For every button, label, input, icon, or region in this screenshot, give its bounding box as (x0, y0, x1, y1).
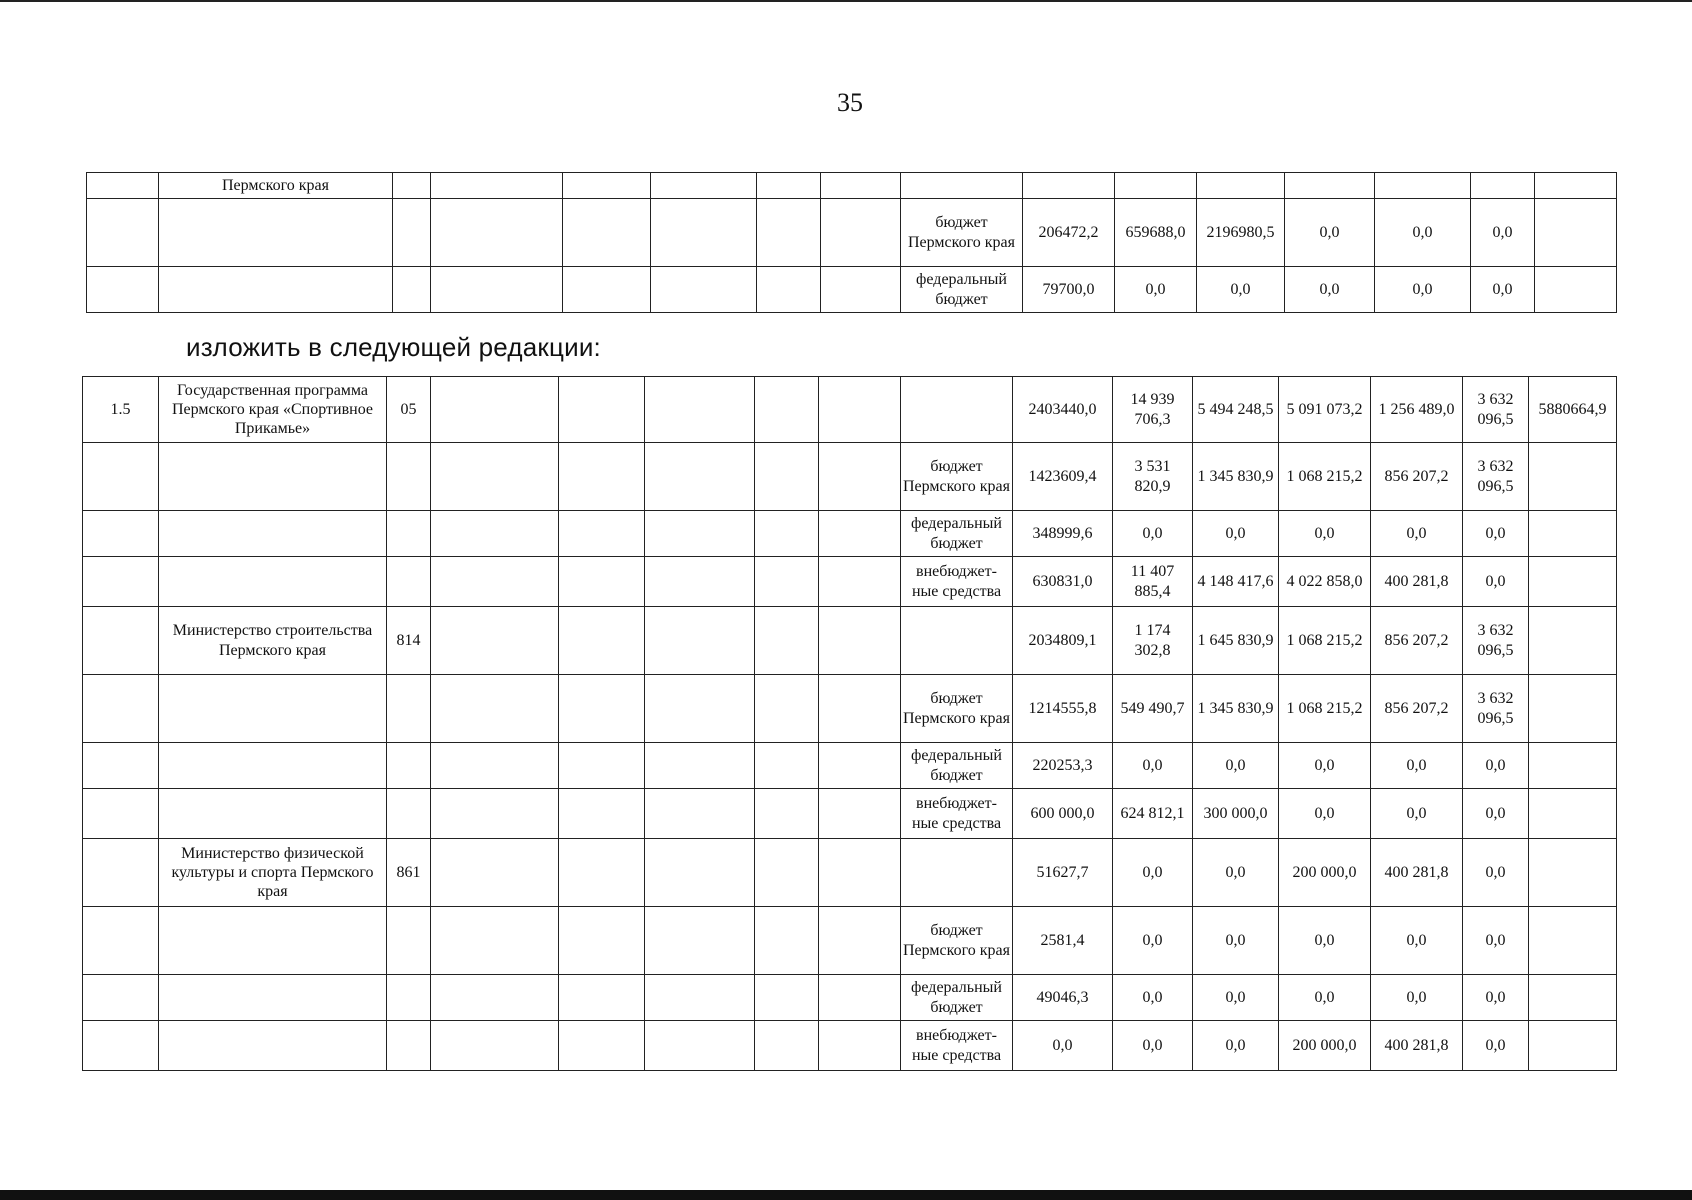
table-cell: 2034809,1 (1013, 607, 1113, 675)
table-cell (431, 789, 559, 839)
table-cell (83, 789, 159, 839)
table-cell (755, 975, 819, 1021)
table-cell: 0,0 (1113, 907, 1193, 975)
table-cell (431, 1021, 559, 1071)
table-cell (387, 511, 431, 557)
table-cell (755, 675, 819, 743)
table-cell (645, 675, 755, 743)
table-cell: 0,0 (1113, 975, 1193, 1021)
table-cell (387, 443, 431, 511)
table-cell: 0,0 (1113, 743, 1193, 789)
table-cell: 0,0 (1193, 743, 1279, 789)
table-row (83, 743, 1617, 789)
table-row (87, 173, 1617, 199)
table-cell (159, 743, 387, 789)
table-cell: 0,0 (1197, 267, 1285, 313)
table-cell (387, 675, 431, 743)
table-cell: 3 632 096,5 (1463, 607, 1529, 675)
table-cell: 1214555,8 (1013, 675, 1113, 743)
table-cell (1535, 267, 1617, 313)
table-cell: 1 068 215,2 (1279, 675, 1371, 743)
table-cell: внебюджет-ные средства (901, 1021, 1013, 1071)
table-row (83, 557, 1617, 607)
table-cell (431, 199, 563, 267)
table-cell (431, 511, 559, 557)
table-cell (393, 267, 431, 313)
table-cell: 1 345 830,9 (1193, 675, 1279, 743)
table-cell (431, 607, 559, 675)
table-cell (821, 267, 901, 313)
table-cell: 0,0 (1279, 743, 1371, 789)
table-cell (431, 443, 559, 511)
table-cell: 1 256 489,0 (1371, 377, 1463, 443)
table-cell: 3 632 096,5 (1463, 443, 1529, 511)
table-cell: 0,0 (1371, 975, 1463, 1021)
table-cell (563, 199, 651, 267)
table-cell (431, 907, 559, 975)
table-cell: Государственная программа Пермского края «Спортивное Прикамье» (159, 377, 387, 443)
table-cell: федеральный бюджет (901, 743, 1013, 789)
table-cell: 1.5 (83, 377, 159, 443)
table-row (83, 607, 1617, 675)
table-row (83, 789, 1617, 839)
table-cell (819, 377, 901, 443)
table-cell (819, 839, 901, 907)
table-cell: 0,0 (1463, 557, 1529, 607)
table-cell: 0,0 (1471, 199, 1535, 267)
table-cell (431, 267, 563, 313)
table-cell (87, 173, 159, 199)
table-cell: 5 494 248,5 (1193, 377, 1279, 443)
table-cell: 1 068 215,2 (1279, 607, 1371, 675)
table-cell (83, 907, 159, 975)
table-cell: 0,0 (1193, 1021, 1279, 1071)
table-cell (83, 511, 159, 557)
table-cell (159, 975, 387, 1021)
table-cell (645, 607, 755, 675)
table-cell: 1 645 830,9 (1193, 607, 1279, 675)
amendment-instruction: изложить в следующей редакции: (186, 332, 601, 362)
table-cell (645, 557, 755, 607)
old-budget-table (86, 172, 1617, 313)
table-cell (645, 789, 755, 839)
table-cell (83, 443, 159, 511)
table-cell: 0,0 (1285, 267, 1375, 313)
table-cell: 5 091 073,2 (1279, 377, 1371, 443)
table-cell (1529, 443, 1617, 511)
table-cell: 0,0 (1371, 511, 1463, 557)
table-cell: 0,0 (1193, 511, 1279, 557)
table-cell (563, 173, 651, 199)
table-cell: 2403440,0 (1013, 377, 1113, 443)
table-cell (819, 1021, 901, 1071)
table-cell (559, 839, 645, 907)
table-cell: 0,0 (1463, 789, 1529, 839)
table-cell (645, 975, 755, 1021)
table-cell: 630831,0 (1013, 557, 1113, 607)
table-cell (819, 743, 901, 789)
table-cell (645, 511, 755, 557)
table-cell: Пермского края (159, 173, 393, 199)
table-cell: федеральный бюджет (901, 975, 1013, 1021)
table-cell (431, 675, 559, 743)
table-cell: 0,0 (1371, 789, 1463, 839)
table-cell (83, 1021, 159, 1071)
table-cell (645, 907, 755, 975)
table-cell: внебюджет-ные средства (901, 557, 1013, 607)
table-cell (83, 975, 159, 1021)
table-cell (559, 443, 645, 511)
table-cell (87, 267, 159, 313)
table-cell: 0,0 (1375, 267, 1471, 313)
table-row (87, 199, 1617, 267)
table-cell (757, 173, 821, 199)
table-cell (87, 199, 159, 267)
table-cell: 2581,4 (1013, 907, 1113, 975)
table-cell (757, 199, 821, 267)
table-row (87, 267, 1617, 313)
table-cell (83, 557, 159, 607)
table-cell (387, 1021, 431, 1071)
table-cell: 814 (387, 607, 431, 675)
table-cell: 0,0 (1113, 511, 1193, 557)
table-cell (159, 511, 387, 557)
table-cell: 0,0 (1471, 267, 1535, 313)
table-cell (393, 199, 431, 267)
table-cell: 14 939 706,3 (1113, 377, 1193, 443)
scan-top-border (0, 0, 1692, 2)
table-cell: бюджет Пермского края (901, 443, 1013, 511)
table-cell (387, 743, 431, 789)
table-cell: бюджет Пермского края (901, 199, 1023, 267)
scan-bottom-border (0, 1190, 1692, 1200)
table-cell (901, 607, 1013, 675)
table-cell: 2196980,5 (1197, 199, 1285, 267)
table-cell: федеральный бюджет (901, 267, 1023, 313)
table-cell (1529, 557, 1617, 607)
table-cell (1529, 907, 1617, 975)
table-cell (559, 907, 645, 975)
table-cell (755, 511, 819, 557)
table-cell (1023, 173, 1115, 199)
table-cell: Министерство физической культуры и спорта Пермского края (159, 839, 387, 907)
table-cell: 0,0 (1463, 975, 1529, 1021)
table-cell (821, 173, 901, 199)
table-cell (159, 1021, 387, 1071)
table-cell (645, 1021, 755, 1071)
table-cell (393, 173, 431, 199)
table-cell (1529, 743, 1617, 789)
table-cell (387, 907, 431, 975)
table-cell (159, 675, 387, 743)
table-cell: 3 632 096,5 (1463, 675, 1529, 743)
table-cell: 0,0 (1279, 789, 1371, 839)
table-cell (755, 907, 819, 975)
table-cell (559, 607, 645, 675)
table-cell: 0,0 (1463, 511, 1529, 557)
table-cell: 0,0 (1279, 907, 1371, 975)
table-cell: 220253,3 (1013, 743, 1113, 789)
table-cell (819, 511, 901, 557)
table-cell: 200 000,0 (1279, 1021, 1371, 1071)
table-cell: 0,0 (1463, 907, 1529, 975)
old-table-body (87, 173, 1617, 313)
table-cell (901, 173, 1023, 199)
table-cell (819, 607, 901, 675)
table-cell: 5880664,9 (1529, 377, 1617, 443)
table-cell: 1 174 302,8 (1113, 607, 1193, 675)
table-cell (431, 975, 559, 1021)
table-cell (159, 789, 387, 839)
table-cell (757, 267, 821, 313)
table-cell (1529, 675, 1617, 743)
table-row (83, 511, 1617, 557)
table-cell: 0,0 (1285, 199, 1375, 267)
table-cell (755, 743, 819, 789)
table-cell: 05 (387, 377, 431, 443)
table-cell: 400 281,8 (1371, 557, 1463, 607)
table-cell (431, 377, 559, 443)
table-cell (1535, 199, 1617, 267)
table-cell: 400 281,8 (1371, 839, 1463, 907)
table-cell (431, 839, 559, 907)
table-cell: 0,0 (1371, 743, 1463, 789)
table-cell (819, 675, 901, 743)
table-cell: 0,0 (1193, 839, 1279, 907)
table-cell (1529, 1021, 1617, 1071)
table-cell: 11 407 885,4 (1113, 557, 1193, 607)
table-cell (559, 675, 645, 743)
table-cell (755, 557, 819, 607)
table-cell (645, 377, 755, 443)
table-cell (387, 789, 431, 839)
table-cell: федеральный бюджет (901, 511, 1013, 557)
table-cell (755, 377, 819, 443)
table-row (83, 1021, 1617, 1071)
table-cell (645, 743, 755, 789)
table-cell: 600 000,0 (1013, 789, 1113, 839)
new-budget-table (82, 376, 1617, 1071)
table-cell (83, 743, 159, 789)
table-cell: 0,0 (1375, 199, 1471, 267)
table-cell: внебюджет-ные средства (901, 789, 1013, 839)
table-cell: 400 281,8 (1371, 1021, 1463, 1071)
table-cell (559, 975, 645, 1021)
table-cell (1529, 839, 1617, 907)
table-cell: 856 207,2 (1371, 607, 1463, 675)
table-cell (431, 173, 563, 199)
table-cell: 51627,7 (1013, 839, 1113, 907)
table-row (83, 675, 1617, 743)
table-cell: 4 022 858,0 (1279, 557, 1371, 607)
table-cell: 348999,6 (1013, 511, 1113, 557)
table-cell: 549 490,7 (1113, 675, 1193, 743)
table-cell: 0,0 (1115, 267, 1197, 313)
table-cell: 4 148 417,6 (1193, 557, 1279, 607)
table-cell (159, 199, 393, 267)
table-cell: 300 000,0 (1193, 789, 1279, 839)
table-cell: 1 068 215,2 (1279, 443, 1371, 511)
table-cell: 0,0 (1113, 839, 1193, 907)
table-cell: 0,0 (1193, 975, 1279, 1021)
table-cell (1529, 789, 1617, 839)
table-cell (431, 557, 559, 607)
table-row (83, 907, 1617, 975)
table-cell: 0,0 (1463, 1021, 1529, 1071)
table-cell: 0,0 (1193, 907, 1279, 975)
table-cell (1375, 173, 1471, 199)
table-cell: 659688,0 (1115, 199, 1197, 267)
table-cell (651, 173, 757, 199)
table-cell (1471, 173, 1535, 199)
table-cell (755, 607, 819, 675)
table-cell (1115, 173, 1197, 199)
table-cell: 0,0 (1113, 1021, 1193, 1071)
table-cell (431, 743, 559, 789)
table-cell (159, 443, 387, 511)
table-cell (559, 511, 645, 557)
table-cell: 0,0 (1279, 975, 1371, 1021)
table-cell (159, 907, 387, 975)
table-cell (1285, 173, 1375, 199)
table-cell: 624 812,1 (1113, 789, 1193, 839)
table-cell (159, 267, 393, 313)
table-cell: 0,0 (1463, 743, 1529, 789)
page-number: 35 (837, 88, 863, 117)
table-cell: 856 207,2 (1371, 675, 1463, 743)
table-cell: 0,0 (1013, 1021, 1113, 1071)
table-row (83, 377, 1617, 443)
table-cell (559, 377, 645, 443)
table-cell (819, 789, 901, 839)
table-cell: 0,0 (1279, 511, 1371, 557)
table-cell (83, 839, 159, 907)
table-row (83, 975, 1617, 1021)
table-cell: бюджет Пермского края (901, 907, 1013, 975)
table-cell (819, 975, 901, 1021)
table-cell (1197, 173, 1285, 199)
table-cell (755, 839, 819, 907)
table-cell (901, 839, 1013, 907)
table-cell (755, 1021, 819, 1071)
table-cell (901, 377, 1013, 443)
table-cell (651, 199, 757, 267)
table-cell: 1 345 830,9 (1193, 443, 1279, 511)
table-row (83, 443, 1617, 511)
table-cell: 861 (387, 839, 431, 907)
table-cell (755, 789, 819, 839)
table-cell (83, 607, 159, 675)
table-cell: 3 531 820,9 (1113, 443, 1193, 511)
table-cell (755, 443, 819, 511)
table-cell (645, 839, 755, 907)
table-cell (563, 267, 651, 313)
table-cell (559, 743, 645, 789)
table-cell (83, 675, 159, 743)
table-cell (645, 443, 755, 511)
table-cell (819, 907, 901, 975)
table-cell: 200 000,0 (1279, 839, 1371, 907)
table-cell (651, 267, 757, 313)
table-cell: 0,0 (1371, 907, 1463, 975)
table-cell: 3 632 096,5 (1463, 377, 1529, 443)
table-cell (1529, 607, 1617, 675)
table-cell: 0,0 (1463, 839, 1529, 907)
table-cell: 1423609,4 (1013, 443, 1113, 511)
table-cell: 206472,2 (1023, 199, 1115, 267)
table-cell (387, 557, 431, 607)
table-cell: 856 207,2 (1371, 443, 1463, 511)
table-cell: Министерство строительства Пермского края (159, 607, 387, 675)
table-cell (387, 975, 431, 1021)
table-cell (821, 199, 901, 267)
table-cell (559, 557, 645, 607)
new-table-body (83, 377, 1617, 1071)
table-cell: бюджет Пермского края (901, 675, 1013, 743)
table-row (83, 839, 1617, 907)
table-cell (819, 443, 901, 511)
table-cell: 49046,3 (1013, 975, 1113, 1021)
table-cell (559, 789, 645, 839)
table-cell (819, 557, 901, 607)
table-cell (1529, 975, 1617, 1021)
table-cell (1529, 511, 1617, 557)
table-cell (559, 1021, 645, 1071)
table-cell: 79700,0 (1023, 267, 1115, 313)
table-cell (159, 557, 387, 607)
table-cell (1535, 173, 1617, 199)
